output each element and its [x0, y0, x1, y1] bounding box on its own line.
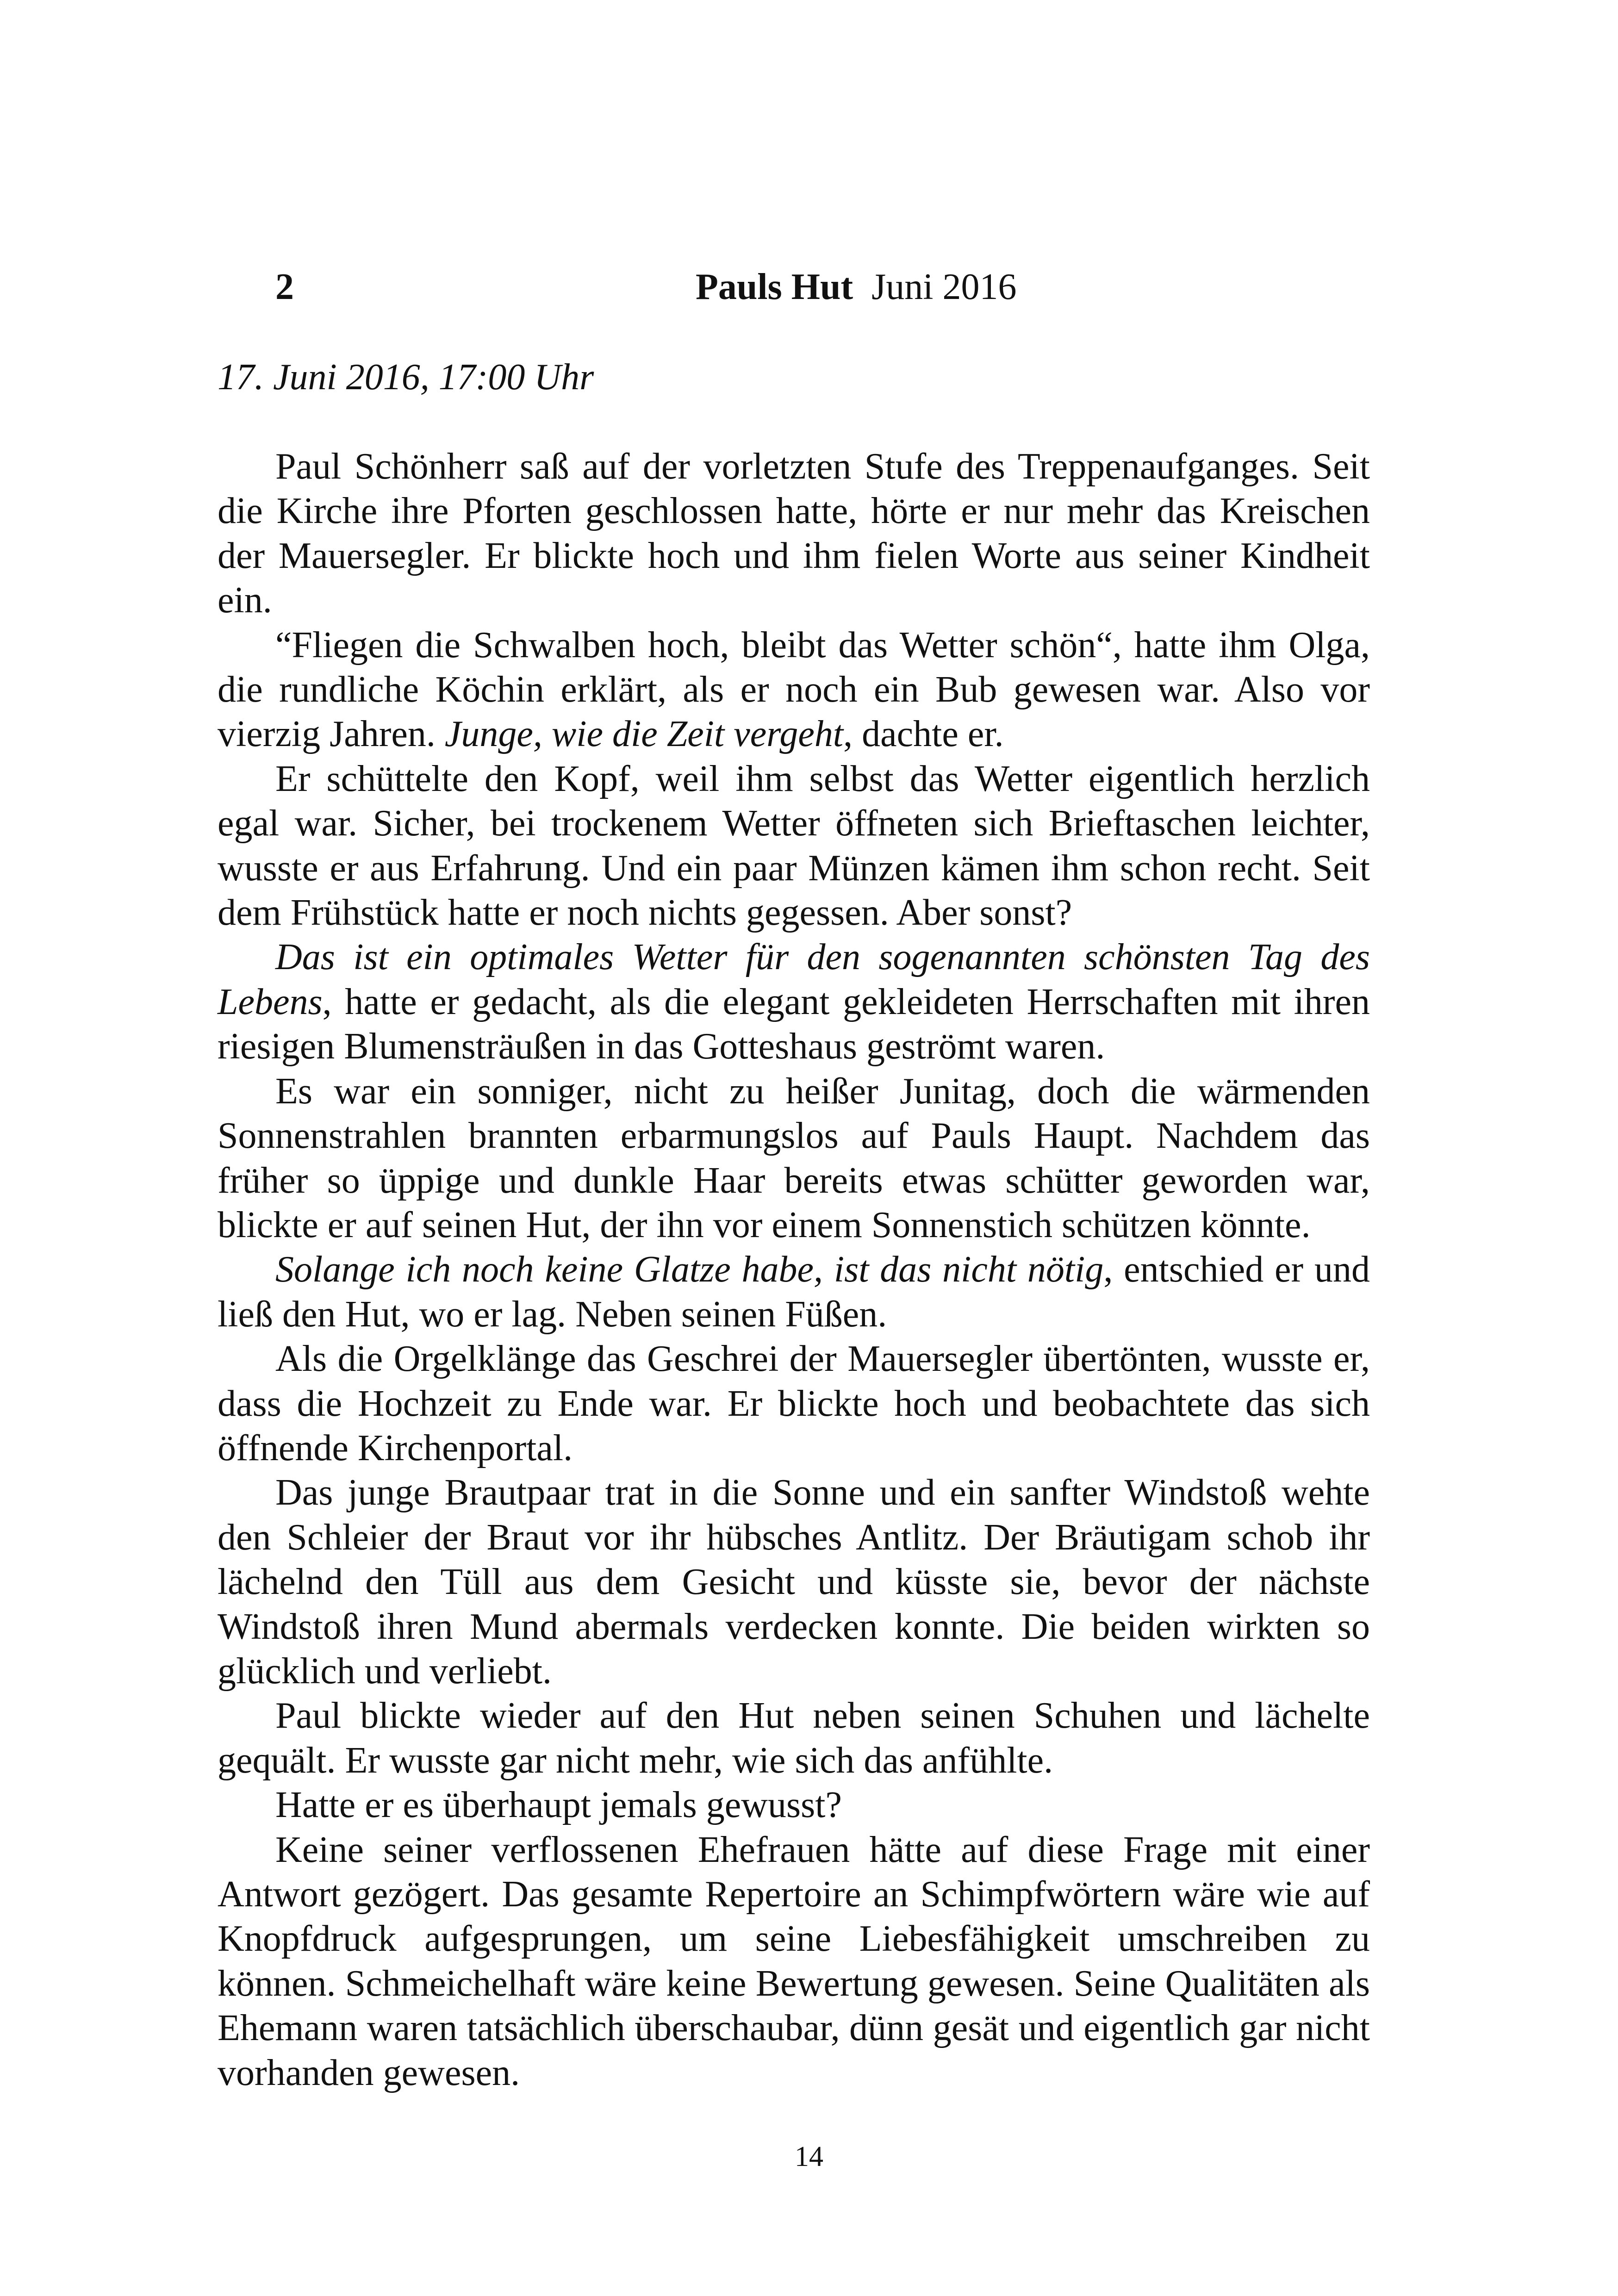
paragraph — [218, 1693, 1370, 1783]
page-number: 14 — [795, 2141, 823, 2172]
paragraph — [218, 444, 1370, 623]
paragraph — [218, 1337, 1370, 1470]
paragraph — [218, 757, 1370, 935]
chapter-number: 2 — [275, 267, 294, 307]
paragraph — [218, 1247, 1370, 1337]
body-text — [218, 444, 1370, 2095]
paragraph — [218, 1470, 1370, 1693]
paragraph-text: , hatte er gedacht, als die elegant gekleideten Herrschaften mit ihren riesigen Blumensträußen in das Gotteshaus geströmt waren. — [218, 981, 1370, 1067]
paragraph-text: Hatte er es überhaupt jemals gewusst? — [275, 1785, 842, 1826]
section-date: Juni 2016 — [871, 267, 1017, 307]
paragraph-text: Keine seiner verflossenen Ehefrauen hätte auf diese Frage mit einer Antwort gezögert. Das gesamte Repertoire an Schimpfwörtern wäre wie auf Knopfdruck aufgesprungen, um seine Liebesfähigkeit umschreiben zu können. Schmeichelhaft wäre keine Bewertung gewesen. Seine Qualitäten als Ehemann waren tatsächlich überschaubar, dünn gesät und eigentlich gar nicht vorhanden gewesen. — [218, 1829, 1370, 2093]
paragraph-text: Das junge Brautpaar trat in die Sonne und ein sanfter Windstoß wehte den Schleier der Braut vor ihr hübsches Antlitz. Der Bräutigam schob ihr lächelnd den Tüll aus dem Gesicht und küsste sie, bevor der nächste Windstoß ihren Mund abermals verdecken konnte. Die beiden wirkten so glücklich und verliebt. — [218, 1472, 1370, 1692]
paragraph-text: , entschied er und ließ den Hut, wo er lag. Neben seinen Füßen. — [218, 1249, 1370, 1335]
paragraph-text: “Fliegen die Schwalben hoch, bleibt das Wetter schön“, hatte ihm Olga, die rundliche Köchin erklärt, als er noch ein Bub gewesen war. Also vor vierzig Jahren. — [218, 624, 1370, 755]
paragraph — [218, 935, 1370, 1069]
italic-text: Solange ich noch keine Glatze habe, ist das nicht nötig — [275, 1249, 1104, 1290]
paragraph — [218, 1783, 1370, 1827]
paragraph-text: Es war ein sonniger, nicht zu heißer Junitag, doch die wärmenden Sonnenstrahlen brannten erbarmungslos auf Pauls Haupt. Nachdem das früher so üppige und dunkle Haar bereits etwas schütter geworden war, blickte er auf seinen Hut, der ihn vor einem Sonnenstich schützen könnte. — [218, 1070, 1370, 1245]
paragraph-text: Als die Orgelklänge das Geschrei der Mauersegler übertönten, wusste er, dass die Hochzeit zu Ende war. Er blickte hoch und beobachtete das sich öffnende Kirchenportal. — [218, 1338, 1370, 1468]
paragraph-text: Paul blickte wieder auf den Hut neben seinen Schuhen und lächelte gequält. Er wusste gar nicht mehr, wie sich das anfühlte. — [218, 1695, 1370, 1781]
paragraph — [218, 623, 1370, 757]
book-title: Pauls Hut — [696, 267, 853, 307]
running-title — [696, 261, 1016, 312]
paragraph-text: Er schüttelte den Kopf, weil ihm selbst das Wetter eigentlich herzlich egal war. Sicher, bei trockenem Wetter öffneten sich Brieftaschen leichter, wusste er aus Erfahrung. Und ein paar Münzen kämen ihm schon recht. Seit dem Frühstück hatte er noch nichts gegessen. Aber sonst? — [218, 758, 1370, 933]
running-header — [275, 261, 1044, 312]
scene-date-heading: 17. Juni 2016, 17:00 Uhr — [218, 357, 594, 398]
paragraph-text: , dachte er. — [843, 714, 1004, 755]
paragraph — [218, 1069, 1370, 1248]
paragraph — [218, 1828, 1370, 2095]
italic-text: Das ist ein optimales Wetter für den sogenannten schönsten Tag des Lebens — [218, 937, 1370, 1022]
paragraph-text: Paul Schönherr saß auf der vorletzten Stufe des Treppenaufganges. Seit die Kirche ihre Pforten geschlossen hatte, hörte er nur mehr das Kreischen der Mauersegler. Er blickte hoch und ihm fielen Worte aus seiner Kindheit ein. — [218, 446, 1370, 621]
italic-text: Junge, wie die Zeit vergeht — [444, 714, 844, 755]
